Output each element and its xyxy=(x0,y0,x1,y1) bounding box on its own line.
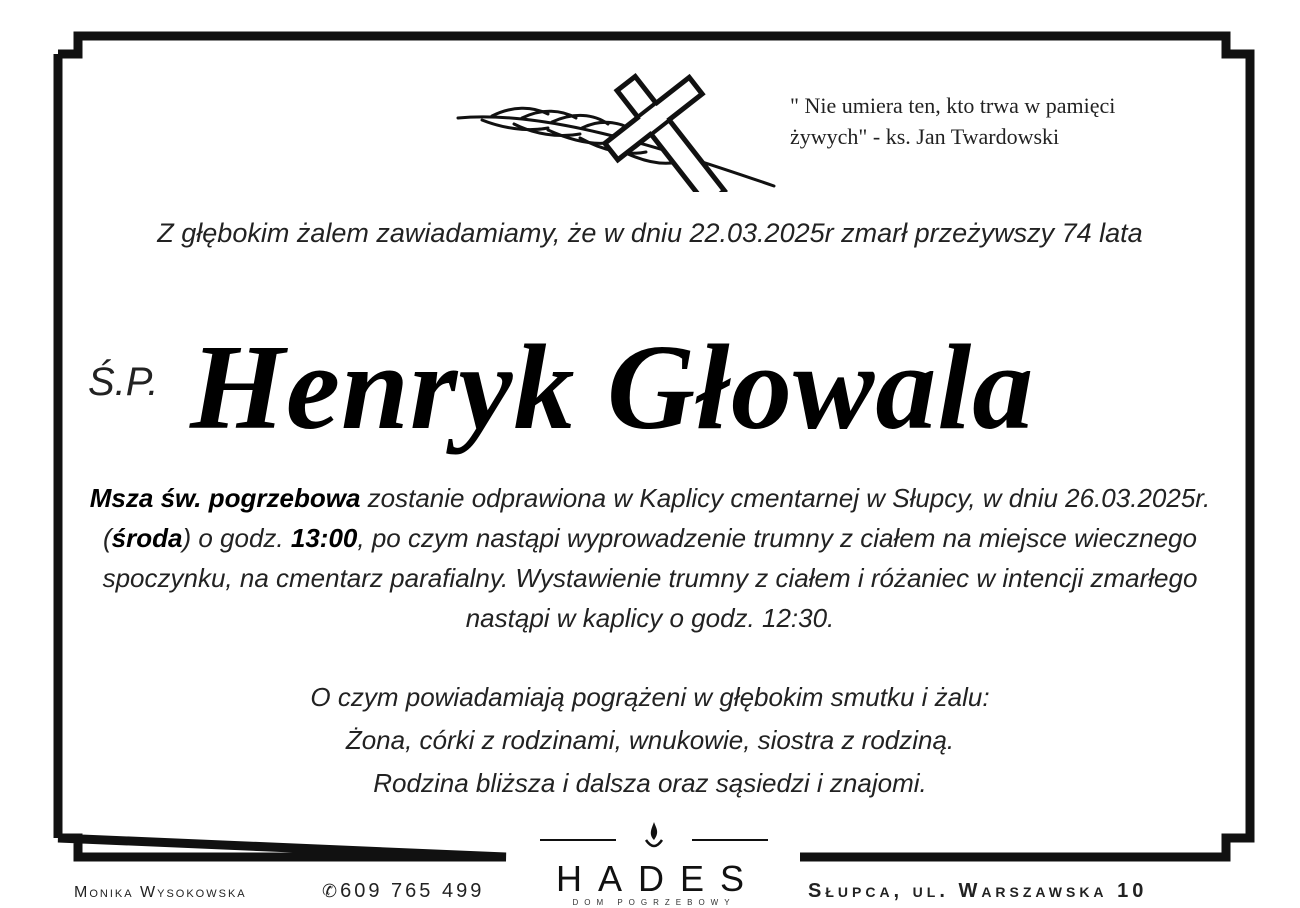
logo-name: HADES xyxy=(555,858,761,899)
mass-text-1: zostanie odprawiona w Kaplicy cmentarnej w Słupcy, w dniu 26.03.2025r. ( xyxy=(103,483,1211,553)
quote-line-1: " Nie umiera ten, kto trwa w pamięci xyxy=(790,93,1116,118)
cross-with-palm-icon xyxy=(452,62,782,192)
mass-title: Msza św. pogrzebowa xyxy=(89,483,361,513)
sp-prefix: Ś.P. xyxy=(88,360,159,404)
intro-prefix: Z głębokim żalem zawiadamiamy, że w dniu xyxy=(157,218,690,248)
mass-weekday: środa xyxy=(111,523,183,553)
intro-suffix: zmarł przeżywszy 74 lata xyxy=(833,218,1143,248)
mourners-line-1: O czym powiadamiają pogrążeni w głębokim smutku i żalu: xyxy=(310,682,990,712)
director-name: Monika Wysokowska xyxy=(74,884,247,901)
quote-line-2: żywych" - ks. Jan Twardowski xyxy=(790,124,1060,149)
address: Słupca, ul. Warszawska 10 xyxy=(808,880,1148,902)
quote xyxy=(790,90,1260,152)
death-date: 22.03.2025r xyxy=(689,218,834,248)
mass-text-3: , po czym nastąpi wyprowadzenie trumny z ciałem na miejsce wiecznego spoczynku, na cmentarz parafialny. Wystawienie trumny z ciałem i różaniec w intencji zmarłego nastąpi w kaplicy o godz. 12:30. xyxy=(102,523,1198,633)
flame-icon xyxy=(538,818,770,858)
mourners-line-3: Rodzina bliższa i dalsza oraz sąsiedzi i znajomi. xyxy=(373,768,927,798)
mourners xyxy=(0,676,1300,805)
logo-subtitle: DOM POGRZEBOWY xyxy=(572,898,736,907)
mass-time: 13:00 xyxy=(290,523,358,553)
mourners-line-2: Żona, córki z rodzinami, wnukowie, siostra z rodziną. xyxy=(345,725,955,755)
phone-digits: 609 765 499 xyxy=(340,880,485,902)
funeral-mass-info xyxy=(70,478,1230,638)
mass-text-2: ) o godz. xyxy=(182,523,291,553)
deceased-name: Henryk Głowala xyxy=(190,320,1035,455)
hades-logo xyxy=(538,818,770,908)
phone-icon: ✆ xyxy=(322,881,341,901)
phone-number xyxy=(322,880,484,903)
announcement-intro xyxy=(0,218,1300,249)
